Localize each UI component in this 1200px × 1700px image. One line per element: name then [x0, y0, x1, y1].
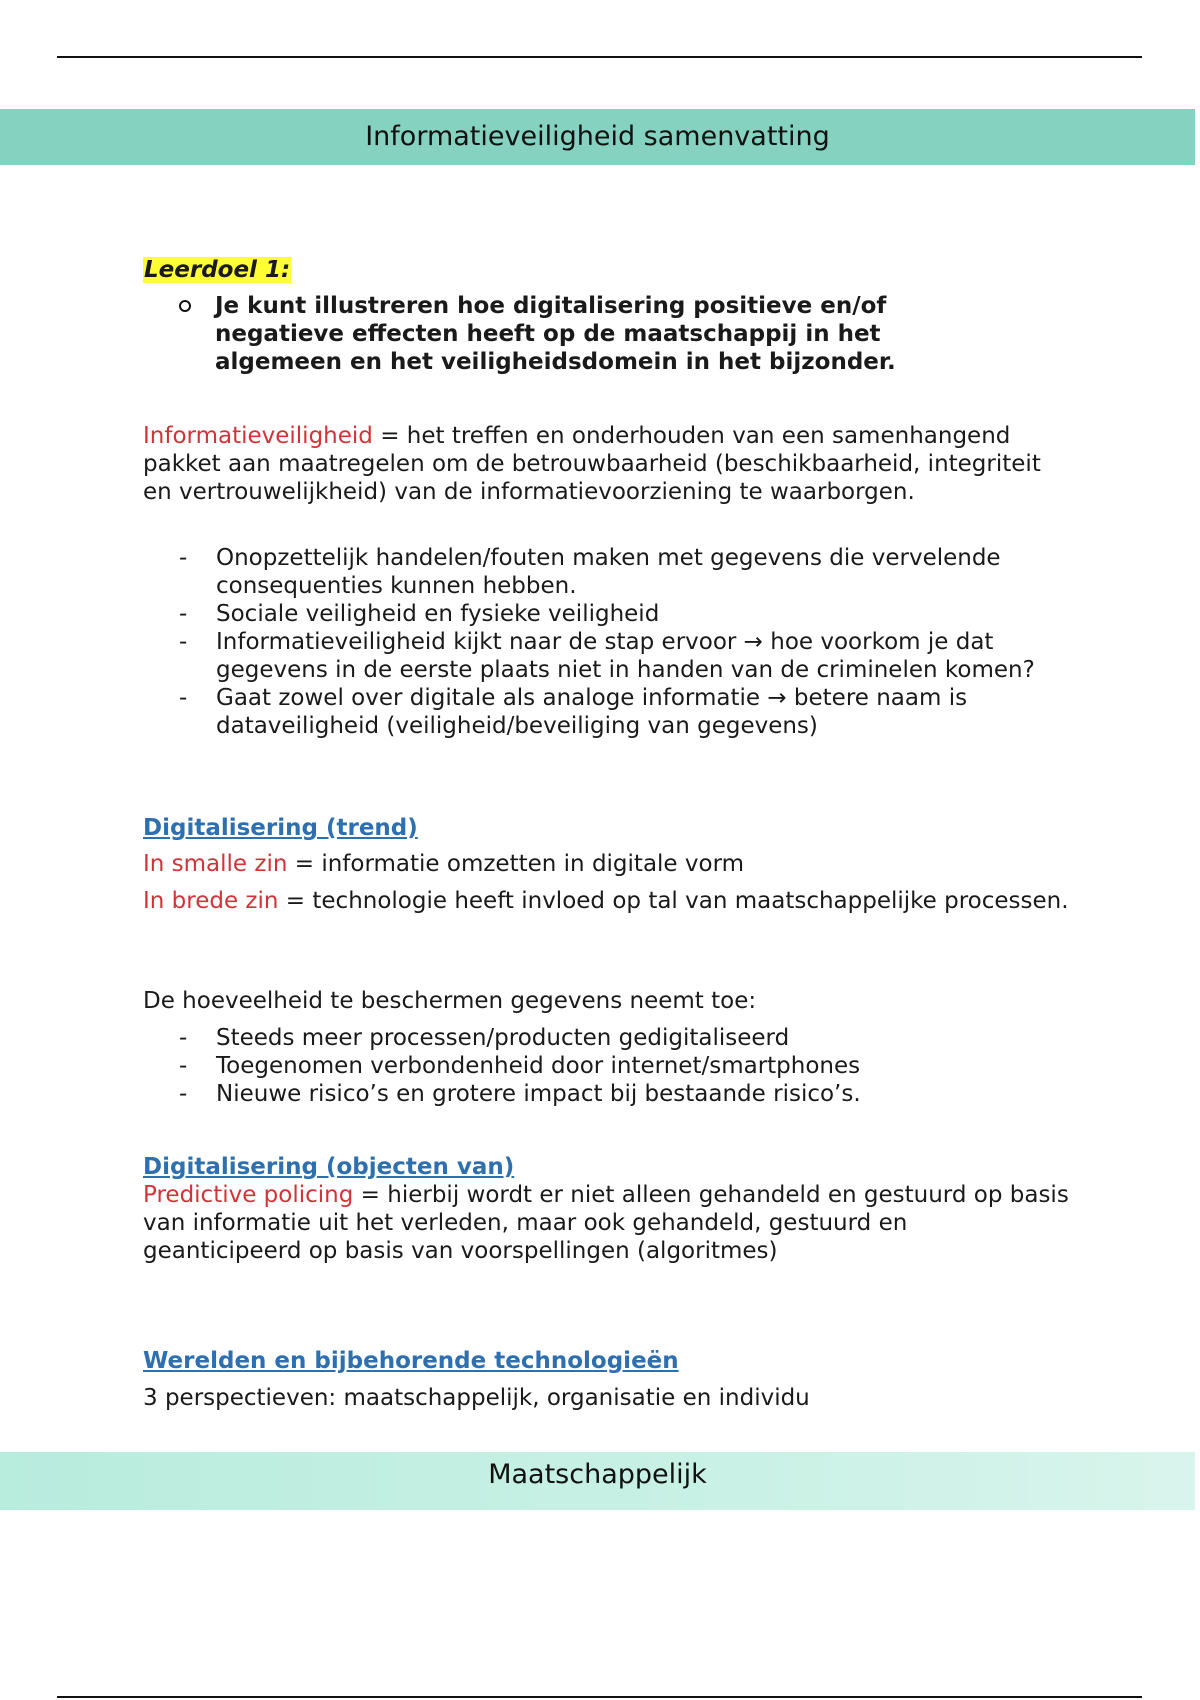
list-item: - Sociale veiligheid en fysieke veiligheid [179, 601, 660, 627]
amount-intro: De hoeveelheid te beschermen gegevens neemt toe: [143, 988, 757, 1014]
list-item: - Steeds meer processen/producten gedigitaliseerd [179, 1025, 790, 1051]
definition-text: = het treffen en onderhouden van een samenhangend pakket aan maatregelen om de betrouwbaarheid (beschikbaarheid, integriteit en vertrouwelijkheid) van de informatievoorziening te waarborgen. [143, 423, 1041, 505]
narrow-definition: In smalle zin = informatie omzetten in digitale vorm [143, 851, 745, 877]
list-item: - Nieuwe risico’s en grotere impact bij bestaande risico’s. [179, 1081, 861, 1107]
document-title: Informatieveiligheid samenvatting [0, 109, 1195, 165]
section-band-maatschappelijk: Maatschappelijk [0, 1452, 1195, 1510]
definition-bullet-list [143, 544, 1073, 740]
worlds-heading: Werelden en bijbehorende technologieën [143, 1348, 679, 1374]
learning-goal-item: Je kunt illustreren hoe digitalisering positieve en/of negatieve effecten heeft op de maatschappij in het algemeen en het veiligheidsdomein in het bijzonder. [179, 292, 979, 376]
list-item: - Informatieveiligheid kijkt naar de stap ervoor → hoe voorkom je dat gegevens in de eerste plaats niet in handen van de criminelen komen? [179, 629, 1035, 683]
amount-bullet-list [143, 1024, 1073, 1108]
definition-paragraph [143, 422, 1073, 506]
learning-goal-label: Leerdoel 1: [144, 257, 291, 283]
broad-definition: In brede zin = technologie heeft invloed op tal van maatschappelijke processen. [143, 888, 1069, 914]
predictive-policing-definition: Predictive policing = hierbij wordt er niet alleen gehandeld en gestuurd op basis van informatie uit het verleden, maar ook gehandeld, gestuurd en geanticipeerd op basis van voorspellingen (algoritmes) [143, 1182, 1069, 1264]
circle-bullet-icon [179, 300, 191, 312]
header-rule [57, 56, 1142, 58]
list-item: - Toegenomen verbondenheid door internet/smartphones [179, 1053, 861, 1079]
objects-heading: Digitalisering (objecten van) [143, 1154, 515, 1180]
perspectives-text: 3 perspectieven: maatschappelijk, organisatie en individu [143, 1385, 810, 1411]
trend-heading: Digitalisering (trend) [143, 815, 418, 841]
definition-term: Informatieveiligheid [143, 423, 373, 449]
footer-rule [57, 1696, 1142, 1698]
list-item: - Onopzettelijk handelen/fouten maken met gegevens die vervelende consequenties kunnen hebben. [179, 545, 1001, 599]
list-item: - Gaat zowel over digitale als analoge informatie → betere naam is dataveiligheid (veiligheid/beveiliging van gegevens) [179, 685, 968, 739]
